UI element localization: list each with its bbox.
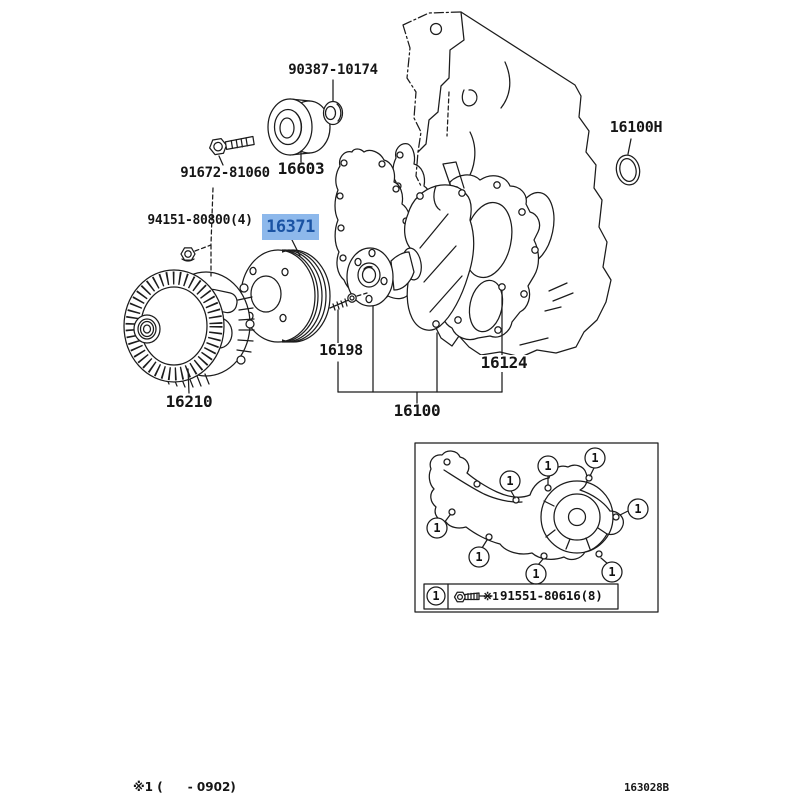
fan-clutch-drawing — [124, 270, 254, 387]
part-label-fan-clutch[interactable]: 16210 — [165, 392, 213, 411]
pivot-bolt-drawing — [208, 134, 254, 156]
legend-part-number[interactable]: 91551-80616(8) — [500, 588, 603, 603]
part-label-pulley-selected[interactable]: 16371 — [262, 214, 319, 240]
bolt-icon — [455, 592, 480, 602]
part-label-bolt[interactable]: 91672-81060 — [180, 165, 270, 181]
collar-drawing — [324, 102, 343, 125]
callout-badge — [602, 562, 622, 582]
callout-number: 1 — [532, 567, 540, 582]
footer-diagram-code: 163028B — [624, 781, 669, 794]
idler-pulley-drawing — [268, 99, 330, 155]
part-label-plate[interactable]: 16124 — [480, 353, 528, 372]
pulley-drawing — [241, 250, 330, 342]
callout-badge — [526, 564, 546, 584]
callout-badge — [427, 518, 447, 538]
callout-badge — [628, 499, 648, 519]
inset-box — [415, 443, 658, 612]
oring-drawing — [614, 153, 643, 187]
callout-number: 1 — [544, 459, 552, 474]
part-label-water-pump[interactable]: 16100 — [393, 401, 441, 420]
part-label-idler-pulley[interactable]: 16603 — [277, 159, 325, 178]
callout-badge — [585, 448, 605, 468]
callout-number: 1 — [433, 521, 441, 536]
legend-ref-mark: ※1 — [483, 590, 499, 603]
callout-number: 1 — [506, 474, 514, 489]
callout-number: 1 — [475, 550, 483, 565]
callout-badge — [538, 456, 558, 476]
part-label-nut[interactable]: 94151-80800(4) — [147, 213, 253, 228]
part-label-stud-bolt[interactable]: 16198 — [319, 341, 363, 359]
part-label-oring[interactable]: 16100H — [609, 118, 663, 136]
callout-badge — [469, 547, 489, 567]
callout-number: 1 — [608, 565, 616, 580]
part-label-collar[interactable]: 90387-10174 — [288, 62, 378, 78]
callout-number: 1 — [634, 502, 642, 517]
callout-number: 1 — [591, 451, 599, 466]
legend-callout-number: 1 — [432, 589, 440, 604]
callout-badge — [500, 471, 520, 491]
footer-applicability-note: ※1 ( - 0902) — [133, 780, 236, 794]
